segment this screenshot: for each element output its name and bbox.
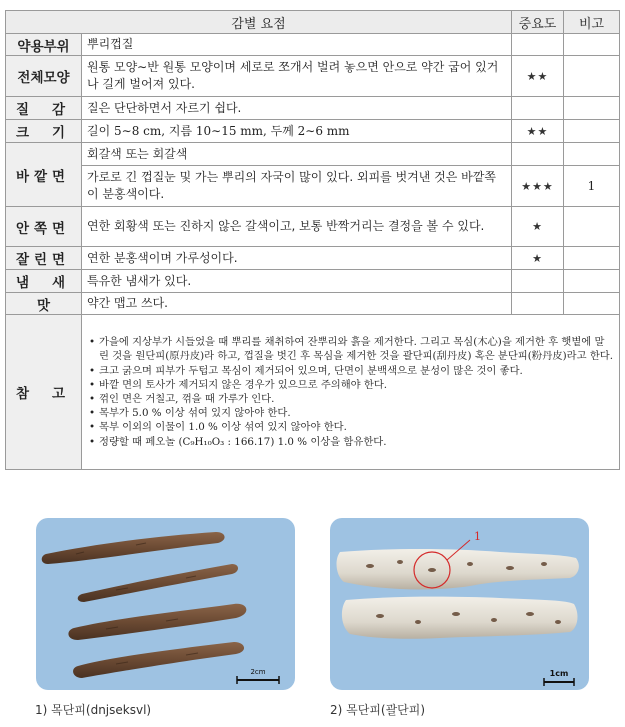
root-piece [68,604,246,640]
content-size: 길이 5∼8 cm, 지름 10∼15 mm, 두께 2∼6 mm [82,120,512,143]
importance-texture [512,97,564,120]
scale-bar [237,676,279,684]
reference-item: • 크고 굵으며 피부가 두텁고 목심이 제거되어 있으며, 단면이 분백색으로 분성이 많은 것이 좋다. [99,364,614,378]
root-piece [42,532,225,564]
label-size: 크 기 [6,120,82,143]
root-piece [342,597,578,639]
remark-inner-surface [564,207,620,247]
photo-unpeeled-root-bark [36,518,295,690]
row-size [6,120,620,143]
remark-odor [564,270,620,293]
row-texture [6,97,620,120]
header-importance: 중요도 [512,11,564,34]
label-odor: 냄 새 [6,270,82,293]
root-bark-illustration-2 [330,518,589,690]
remark-size [564,120,620,143]
row-odor [6,270,620,293]
content-taste: 약간 맵고 쓰다. [82,293,512,315]
bark-texture [76,543,198,664]
label-cut-surface: 잘 린 면 [6,247,82,270]
label-overall-shape: 전체모양 [6,56,82,97]
caption-figure-1: 1) 목단피(dnjseksvl) [35,703,152,717]
annotation-number: 1 [474,530,481,543]
content-reference [82,315,620,470]
importance-outer-surface-color [512,143,564,166]
content-odor: 특유한 냄새가 있다. [82,270,512,293]
label-outer-surface: 바 깥 면 [6,143,82,207]
reference-item: • 가을에 지상부가 시들었을 때 뿌리를 채취하여 잔뿌리와 흙을 제거한다. 그리고 목심(木心)을 제거한 후 햇볕에 말린 것을 원단피(原丹皮)라 하고, 껍질을 벗긴 후 목심을 제거한 것을 괄단피(刮丹皮) 혹은 분단피(粉丹皮)라고 한다. [99,335,614,363]
importance-size: ★★ [512,120,564,143]
root-bark-illustration-1 [36,518,295,690]
row-taste [6,293,620,315]
content-inner-surface: 연한 회황색 또는 진하지 않은 갈색이고, 보통 반짝거리는 결정을 볼 수 있다. [82,207,512,247]
importance-cut-surface: ★ [512,247,564,270]
row-overall-shape [6,56,620,97]
remark-cut-surface [564,247,620,270]
row-cut-surface [6,247,620,270]
importance-taste [512,293,564,315]
content-medicinal-part: 뿌리껍질 [82,34,512,56]
content-texture: 질은 단단하면서 자르기 쉽다. [82,97,512,120]
photo-peeled-root-bark [330,518,589,690]
reference-list [87,332,614,452]
label-inner-surface: 안 쪽 면 [6,207,82,247]
remark-outer-surface: 1 [564,166,620,207]
reference-item: • 목부가 5.0 % 이상 섞여 있지 않아야 한다. [99,406,614,420]
importance-outer-surface: ★★★ [512,166,564,207]
content-cut-surface: 연한 분홍색이며 가루성이다. [82,247,512,270]
row-reference [6,315,620,470]
importance-medicinal-part [512,34,564,56]
reference-item: • 정량할 때 페오놀 (C₉H₁₀O₃ : 166.17) 1.0 % 이상을 함유한다. [99,435,614,449]
importance-inner-surface: ★ [512,207,564,247]
root-piece [73,642,244,678]
scale-bar [544,678,574,686]
row-inner-surface [6,207,620,247]
importance-odor [512,270,564,293]
content-outer-surface-detail: 가로로 긴 껍질눈 및 가는 뿌리의 자국이 많이 있다. 외피를 벗겨낸 것은 바깥쪽이 분홍색이다. [82,166,512,207]
content-outer-surface-color: 회갈색 또는 회갈색 [82,143,512,166]
reference-item: • 바깥 면의 토사가 제거되지 않은 경우가 있으므로 주의해야 한다. [99,378,614,392]
caption-figure-2: 2) 목단피(괄단피) [330,703,426,717]
root-piece [337,549,579,589]
header-remarks: 비고 [564,11,620,34]
row-medicinal-part [6,34,620,56]
specification-table [5,10,620,470]
scale-bar-label: 2cm [250,668,266,676]
scale-bar-label: 1cm [549,669,569,678]
content-overall-shape: 원통 모양∼반 원통 모양이며 세로로 쪼개서 벌려 놓으면 안으로 약간 굽어 있거나 길게 벌어져 있다. [82,56,512,97]
reference-item: • 목부 이외의 이물이 1.0 % 이상 섞여 있지 않아야 한다. [99,420,614,434]
label-texture: 질 감 [6,97,82,120]
reference-item: • 꺾인 면은 거칠고, 꺾을 때 가루가 인다. [99,392,614,406]
row-outer-surface-detail [6,166,620,207]
remark-taste [564,293,620,315]
remark-medicinal-part [564,34,620,56]
remark-texture [564,97,620,120]
root-piece [78,564,238,602]
header-key-points: 감별 요점 [6,11,512,34]
label-medicinal-part: 약용부위 [6,34,82,56]
label-taste: 맛 [6,293,82,315]
remark-overall-shape [564,56,620,97]
remark-outer-surface-color [564,143,620,166]
label-reference: 참 고 [6,315,82,470]
table-header-row [6,11,620,34]
importance-overall-shape: ★★ [512,56,564,97]
row-outer-surface-color [6,143,620,166]
